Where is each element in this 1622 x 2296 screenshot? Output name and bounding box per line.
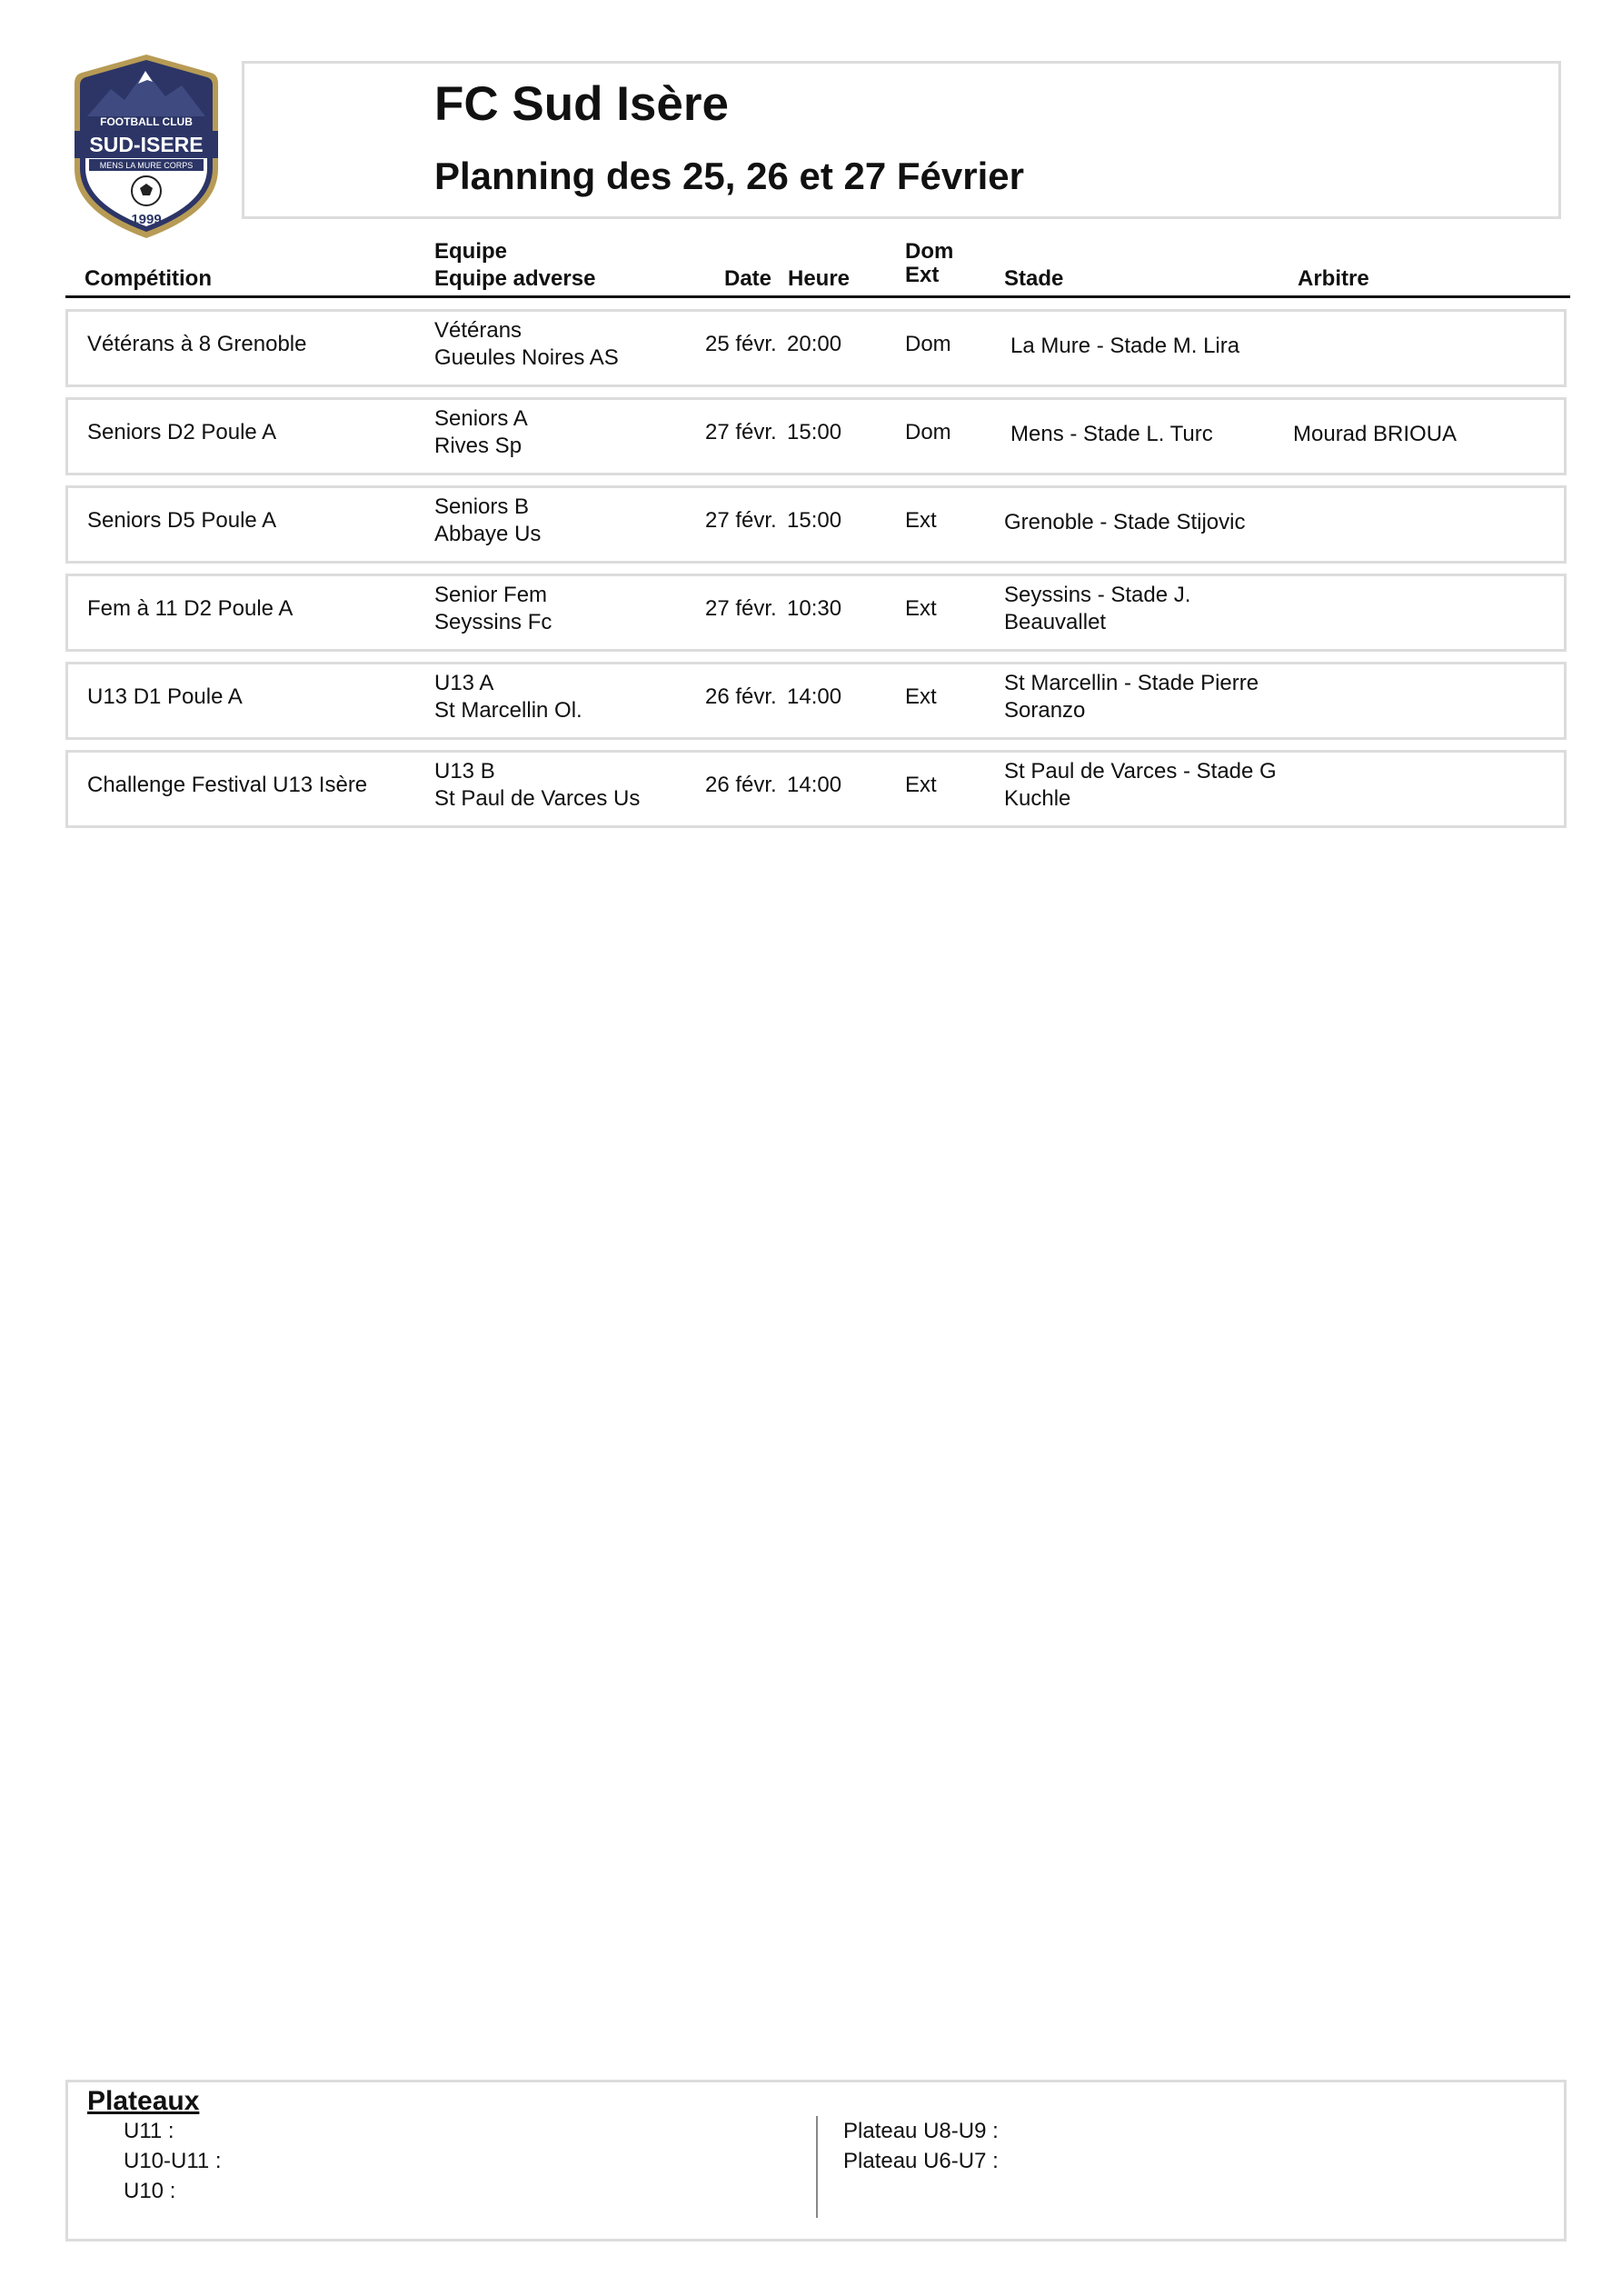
plateau-u11: U11 :	[124, 2119, 174, 2143]
row-competition: Challenge Festival U13 Isère	[87, 773, 368, 797]
row-stade: Mens - Stade L. Turc	[1010, 422, 1213, 446]
row-adverse: Seyssins Fc	[434, 610, 552, 634]
row-stade: La Mure - Stade M. Lira	[1010, 334, 1240, 358]
row-date: 27 févr.	[705, 508, 777, 533]
row-adverse: Rives Sp	[434, 434, 522, 458]
row-heure: 20:00	[787, 332, 842, 356]
row-heure: 15:00	[787, 420, 842, 444]
header-date: Date	[724, 266, 772, 291]
header-heure: Heure	[788, 266, 851, 291]
header-equipe: Equipe	[434, 239, 508, 264]
page-subtitle: Planning des 25, 26 et 27 Février	[434, 155, 1024, 197]
row-dom-ext: Dom	[905, 332, 951, 356]
row-adverse: Abbaye Us	[434, 522, 542, 546]
row-date: 27 févr.	[705, 596, 777, 621]
row-competition: Fem à 11 D2 Poule A	[87, 596, 294, 621]
row-heure: 10:30	[787, 596, 842, 621]
row-equipe: U13 B	[434, 759, 495, 784]
row-date: 25 févr.	[705, 332, 777, 356]
header-divider	[65, 295, 1570, 298]
header-equipe-adverse: Equipe adverse	[434, 266, 596, 291]
row-equipe: Vétérans	[434, 318, 522, 343]
row-dom-ext: Ext	[905, 773, 937, 797]
row-dom-ext: Ext	[905, 508, 937, 533]
logo-places-text: MENS LA MURE CORPS	[99, 161, 194, 170]
row-heure: 15:00	[787, 508, 842, 533]
row-date: 27 févr.	[705, 420, 777, 444]
row-date: 26 févr.	[705, 684, 777, 709]
row-adverse: St Marcellin Ol.	[434, 698, 582, 723]
header-arbitre: Arbitre	[1298, 266, 1369, 291]
club-logo	[75, 53, 218, 240]
row-date: 26 févr.	[705, 773, 777, 797]
row-dom-ext: Dom	[905, 420, 951, 444]
row-equipe: U13 A	[434, 671, 494, 695]
row-competition: U13 D1 Poule A	[87, 684, 243, 709]
header-competition: Compétition	[85, 266, 212, 291]
row-stade: Grenoble - Stade Stijovic	[1004, 510, 1246, 534]
header-stade: Stade	[1004, 266, 1064, 291]
plateaux-title: Plateaux	[87, 2086, 200, 2116]
row-adverse: St Paul de Varces Us	[434, 786, 641, 811]
header-dom: Dom	[905, 239, 954, 264]
plateau-u8-u9: Plateau U8-U9 :	[843, 2119, 999, 2143]
row-adverse: Gueules Noires AS	[434, 345, 619, 370]
plateau-u6-u7: Plateau U6-U7 :	[843, 2149, 999, 2173]
plateau-u10: U10 :	[124, 2179, 176, 2203]
plateaux-divider	[816, 2116, 818, 2218]
logo-top-text: FOOTBALL CLUB	[100, 115, 193, 128]
plateau-u10-u11: U10-U11 :	[124, 2149, 222, 2173]
row-stade: Seyssins - Stade J. Beauvallet	[1004, 583, 1191, 634]
row-stade: St Marcellin - Stade Pierre Soranzo	[1004, 671, 1259, 723]
row-arbitre: Mourad BRIOUA	[1293, 422, 1458, 446]
row-competition: Seniors D2 Poule A	[87, 420, 277, 444]
page-title: FC Sud Isère	[434, 77, 729, 131]
row-equipe: Senior Fem	[434, 583, 548, 607]
row-equipe: Seniors B	[434, 494, 530, 519]
header-ext: Ext	[905, 263, 940, 287]
row-heure: 14:00	[787, 773, 842, 797]
row-dom-ext: Ext	[905, 684, 937, 709]
row-equipe: Seniors A	[434, 406, 528, 431]
row-competition: Seniors D5 Poule A	[87, 508, 277, 533]
row-competition: Vétérans à 8 Grenoble	[87, 332, 307, 356]
logo-year-text: 1999	[131, 212, 162, 227]
row-dom-ext: Ext	[905, 596, 937, 621]
row-heure: 14:00	[787, 684, 842, 709]
row-stade: St Paul de Varces - Stade G Kuchle	[1004, 759, 1277, 811]
logo-main-text: SUD-ISERE	[89, 133, 204, 156]
